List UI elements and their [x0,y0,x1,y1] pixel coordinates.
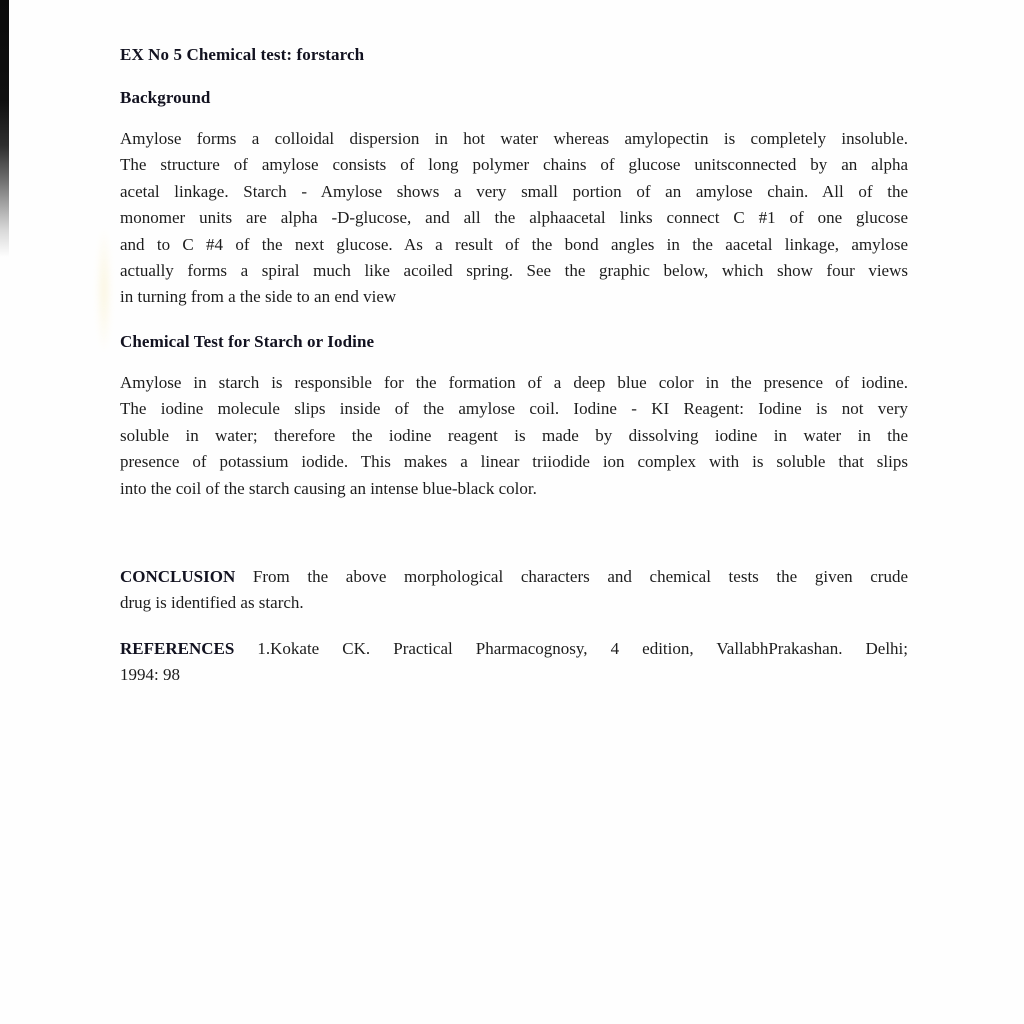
text-line: The iodine molecule slips inside of the amylose coil. Iodine - KI Reagent: Iodine is not very [120,399,908,419]
section-heading-background: Background [120,88,211,107]
chemical-test-paragraph [120,370,908,502]
background-paragraph [120,126,908,311]
conclusion-label: CONCLUSION [120,567,236,586]
conclusion-text: From the above morphological characters and chemical tests the given crude [252,567,909,586]
text-line: into the coil of the starch causing an intense blue-black color. [120,478,537,498]
text-line: Amylose in starch is responsible for the formation of a deep blue color in the presence of iodine. [120,373,908,392]
text-line: in turning from a the side to an end view [120,287,397,307]
text-line [120,636,908,662]
text-line: 1994: 98 [120,665,180,685]
references-text: 1.Kokate CK. Practical Pharmacognosy, 4 edition, VallabhPrakashan. Delhi; [257,639,909,658]
text-line [120,564,908,590]
section-heading-chemical-test: Chemical Test for Starch or Iodine [120,332,375,351]
text-line: soluble in water; therefore the iodine reagent is made by dissolving iodine in water in the [120,425,908,445]
text-line: and to C #4 of the next glucose. As a result of the bond angles in the aacetal linkage, amylose [120,234,908,254]
references-label: REFERENCES [120,639,235,658]
document-title: EX No 5 Chemical test: forstarch [120,45,365,64]
text-line: monomer units are alpha -D-glucose, and all the alphaacetal links connect C #1 of one glucose [120,208,908,228]
text-line: drug is identified as starch. [120,593,304,613]
text-line: The structure of amylose consists of long polymer chains of glucose unitsconnected by an alpha [120,155,908,175]
references-paragraph [120,636,908,689]
text-line: actually forms a spiral much like acoiled spring. See the graphic below, which show four views [120,261,908,281]
text-line: acetal linkage. Starch - Amylose shows a very small portion of an amylose chain. All of the [120,181,908,201]
text-line: presence of potassium iodide. This makes a linear triiodide ion complex with is soluble that slips [120,452,908,472]
conclusion-paragraph [120,564,908,617]
text-line: Amylose forms a colloidal dispersion in hot water whereas amylopectin is completely insoluble. [120,129,908,148]
